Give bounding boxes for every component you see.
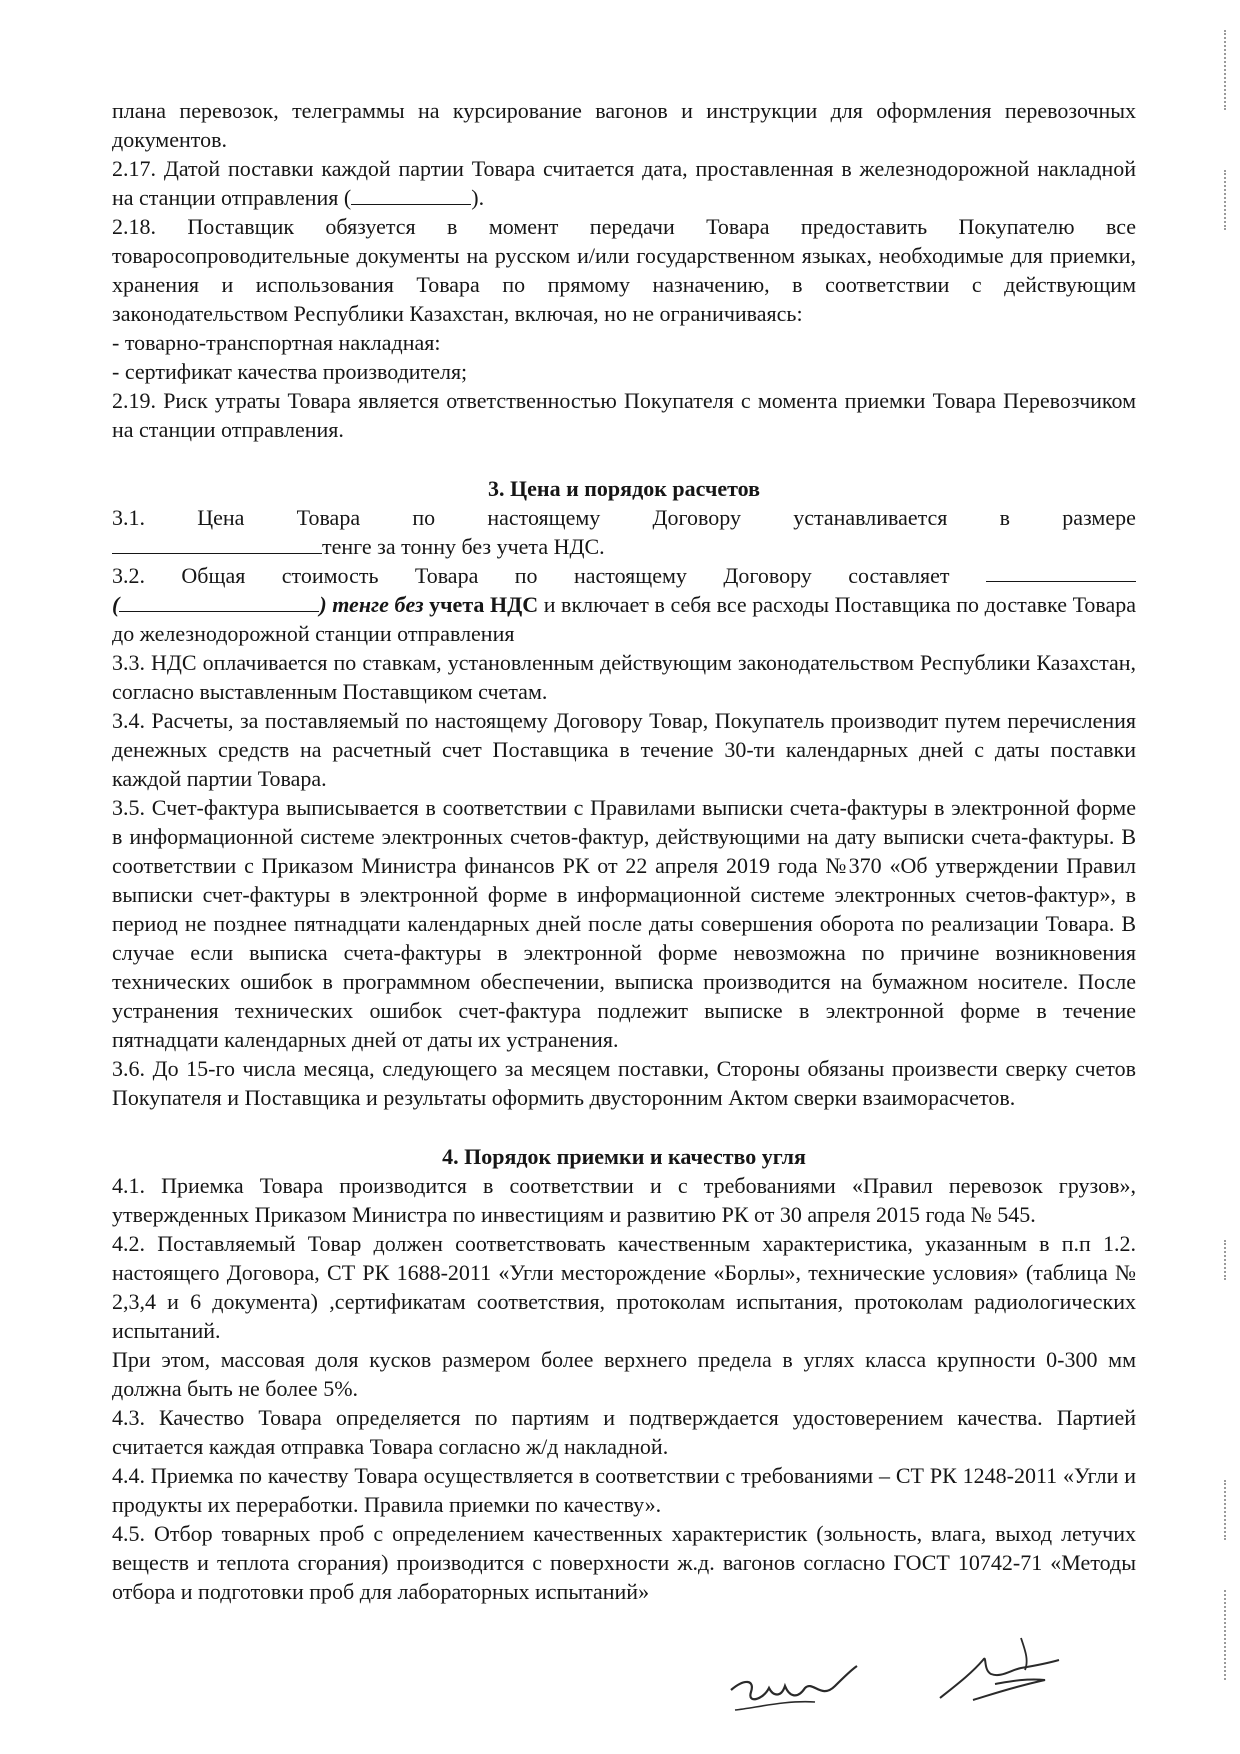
blank-field	[112, 533, 322, 554]
paragraph-3-1-tail-text: тенге за тонну без учета НДС.	[322, 534, 605, 559]
paragraph-3-2-cont	[112, 590, 1136, 648]
paragraph-2-18: 2.18. Поставщик обязуется в момент передачи Товара предоставить Покупателю все товаросопроводительные документы на русском и/или государственном языках, необходимые для приемки, хранения и использования Товара по прямому назначению, в соответствии с действующим законодательством Республики Казахстан, включая, но не ограничиваясь:	[112, 214, 1136, 326]
paragraph-2-17-text: 2.17. Датой поставки каждой партии Товара считается дата, проставленная в железнодорожной накладной на станции отправления (	[112, 156, 1136, 210]
amount-words-label: ) тенге без	[319, 592, 424, 617]
word: 3.1.	[112, 505, 145, 530]
paragraph-2-19: 2.19. Риск утраты Товара является ответственностью Покупателя с момента приемки Товара Перевозчиком на станции отправления.	[112, 388, 1136, 442]
blank-field	[119, 591, 319, 612]
paragraph-3-6: 3.6. До 15-го числа месяца, следующего за месяцем поставки, Стороны обязаны произвести сверку счетов Покупателя и Поставщика и результаты оформить двусторонним Актом сверки взаиморасчетов.	[112, 1056, 1136, 1110]
word: по	[514, 563, 538, 588]
paragraph-3-1-line	[112, 503, 1136, 532]
word: Цена	[197, 505, 245, 530]
word: Общая	[181, 563, 246, 588]
word: в	[999, 505, 1011, 530]
paragraph-4-2: 4.2. Поставляемый Товар должен соответствовать качественным характеристика, указанным в п.п 1.2. настоящего Договора, СТ РК 1688-2011 «Угли месторождение «Борлы», технические условия» (таблица № 2,3,4 и 6 документа) ,сертификатам соответствия, протоколам испытания, протоколам радиологических испытаний.	[112, 1231, 1136, 1343]
signature-right	[940, 1659, 1059, 1700]
signature-left-mark	[735, 1702, 815, 1710]
scan-edge-mark	[1224, 30, 1230, 110]
paragraph-3-2-tail: и включает в себя все расходы Поставщика по доставке Товара до железнодорожной станции отправления	[112, 592, 1137, 646]
paragraph-3-3: 3.3. НДС оплачивается по ставкам, установленным действующим законодательством Республики Казахстан, согласно выставленным Поставщиком счетам.	[112, 650, 1136, 704]
paragraph-2-16-continuation: плана перевозок, телеграммы на курсирование вагонов и инструкции для оформления перевозочных документов.	[112, 98, 1136, 152]
paragraph-3-5: 3.5. Счет-фактура выписывается в соответствии с Правилами выписки счета-фактуры в электронной форме в информационной системе электронных счетов-фактур, действующими на дату выписки счета-фактуры. В соответствии с Приказом Министра финансов РК от 22 апреля 2019 года №370 «Об утверждении Правил выписки счет-фактуры в электронной форме в информационной системе электронных счетов-фактур», в период не позднее пятнадцати календарных дней после даты совершения оборота по реализации Товара. В случае если выписка счета-фактуры в электронной форме невозможна по причине возникновения технических ошибок в программном обеспечении, выписка производится на бумажном носителе. После устранения технических ошибок счет-фактура подлежит выписке в электронной форме в течение пятнадцати календарных дней от даты их устранения.	[112, 795, 1136, 1052]
paragraph-3-1-tail	[112, 532, 1136, 561]
scan-edge-mark	[1224, 1590, 1230, 1680]
scan-edge-mark	[1224, 1480, 1230, 1540]
word: размере	[1062, 505, 1136, 530]
paragraph-2-17	[112, 154, 1136, 212]
word: 3.2.	[112, 563, 145, 588]
word: Договору	[652, 505, 741, 530]
list-item: - сертификат качества производителя;	[112, 359, 468, 384]
section-3-title: 3. Цена и порядок расчетов	[488, 476, 760, 501]
section-4-title: 4. Порядок приемки и качество угля	[442, 1144, 806, 1169]
word: составляет	[848, 563, 950, 588]
paragraph-4-2-note: При этом, массовая доля кусков размером более верхнего предела в углях класса крупности 0-300 мм должна быть не более 5%.	[112, 1347, 1136, 1401]
word: Товара	[414, 563, 479, 588]
blank-field	[986, 561, 1136, 582]
word: стоимость	[281, 563, 379, 588]
word: устанавливается	[793, 505, 948, 530]
contract-page	[112, 96, 1136, 1606]
word: по	[412, 505, 436, 530]
paragraph-4-5: 4.5. Отбор товарных проб с определением качественных характеристик (зольность, влага, выход летучих веществ и теплота сгорания) производится с поверхности ж.д. вагонов согласно ГОСТ 10742-71 «Методы отбора и подготовки проб для лабораторных испытаний»	[112, 1521, 1136, 1604]
signature-right-loop	[1021, 1638, 1027, 1670]
paragraph-3-2-line	[112, 561, 1136, 590]
scan-edge-mark	[1224, 1240, 1230, 1280]
signature-left	[731, 1666, 857, 1699]
signatures-image	[725, 1630, 1085, 1750]
list-item: - товарно-транспортная накладная:	[112, 330, 441, 355]
paragraph-4-4: 4.4. Приемка по качеству Товара осуществляется в соответствии с требованиями – СТ РК 1248-2011 «Угли и продукты их переработки. Правила приемки по качеству».	[112, 1463, 1136, 1517]
paragraph-4-1: 4.1. Приемка Товара производится в соответствии и с требованиями «Правил перевозок грузов», утвержденных Приказом Министра по инвестициям и развитию РК от 30 апреля 2015 года № 545.	[112, 1173, 1136, 1227]
scan-edge-mark	[1224, 170, 1230, 230]
paragraph-4-3: 4.3. Качество Товара определяется по партиям и подтверждается удостоверением качества. Партией считается каждая отправка Товара согласно ж/д накладной.	[112, 1405, 1136, 1459]
paragraph-3-4: 3.4. Расчеты, за поставляемый по настоящему Договору Товар, Покупатель производит путем перечисления денежных средств на расчетный счет Поставщика в течение 30-ти календарных дней с даты поставки каждой партии Товара.	[112, 708, 1136, 791]
word: настоящему	[487, 505, 601, 530]
paragraph-2-17-end: ).	[471, 185, 485, 210]
vat-label: учета НДС	[429, 592, 539, 617]
word: Товара	[296, 505, 361, 530]
blank-field	[351, 184, 471, 205]
word: Договору	[723, 563, 812, 588]
open-paren: (	[112, 592, 120, 617]
word: настоящему	[573, 563, 687, 588]
